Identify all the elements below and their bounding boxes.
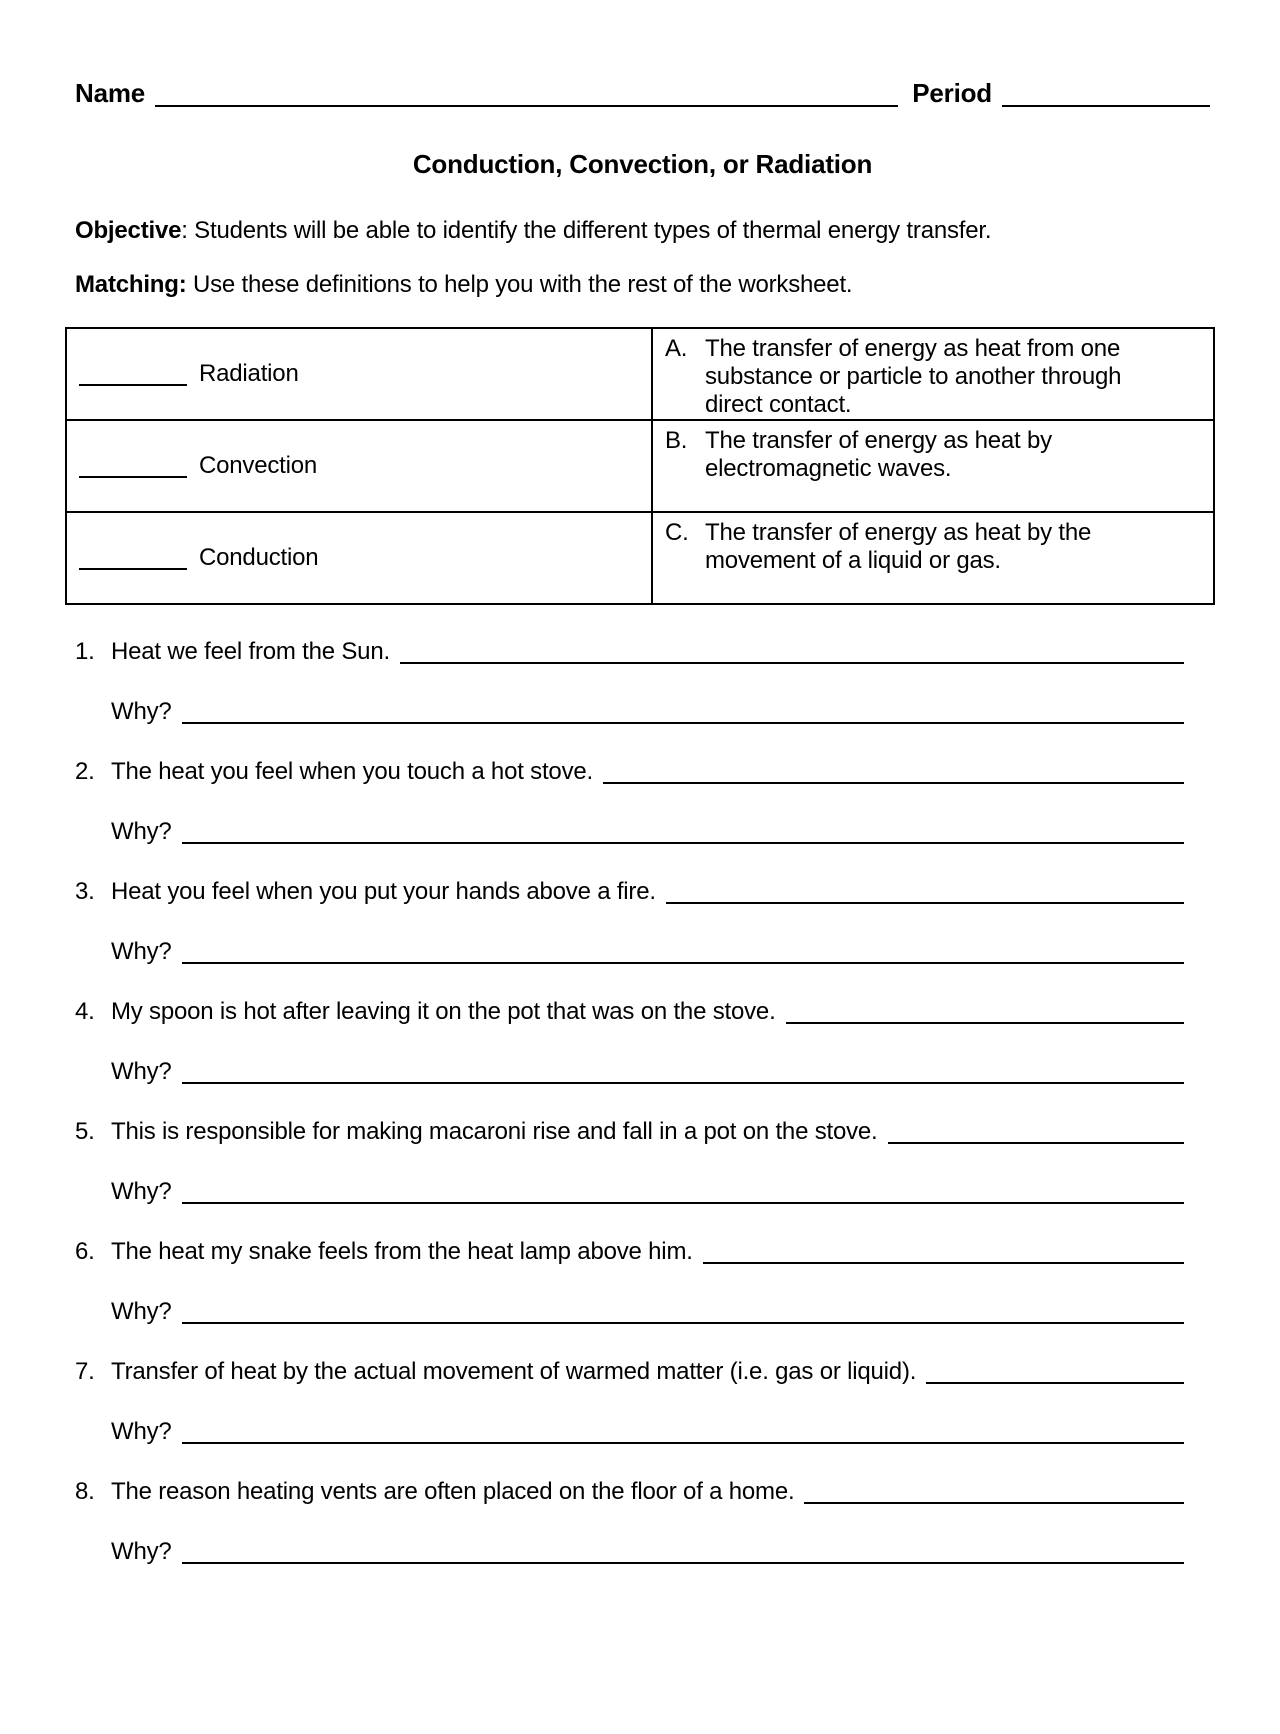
question-number: 5. bbox=[75, 1118, 95, 1145]
answer-blank-4 bbox=[786, 1020, 1184, 1024]
question-number: 8. bbox=[75, 1478, 95, 1505]
name-period-row bbox=[75, 78, 1210, 108]
answer-blank-1 bbox=[400, 660, 1184, 664]
why-label: Why? bbox=[111, 698, 172, 725]
why-row-7 bbox=[75, 1418, 1184, 1448]
definition-letter-c: C. bbox=[665, 519, 689, 546]
why-label: Why? bbox=[111, 1178, 172, 1205]
why-row-2 bbox=[75, 818, 1184, 848]
question-text: The heat my snake feels from the heat lamp above him. bbox=[111, 1238, 693, 1265]
answer-blank-6 bbox=[703, 1260, 1184, 1264]
table-row-definition-a bbox=[651, 329, 1213, 419]
name-blank bbox=[155, 103, 898, 107]
question-number: 3. bbox=[75, 878, 95, 905]
answer-blank-8 bbox=[804, 1500, 1184, 1504]
question-row-7 bbox=[75, 1358, 1184, 1388]
question-text: My spoon is hot after leaving it on the pot that was on the stove. bbox=[111, 998, 776, 1025]
question-number: 6. bbox=[75, 1238, 95, 1265]
answer-blank-5 bbox=[888, 1140, 1184, 1144]
why-blank-5 bbox=[182, 1200, 1184, 1204]
question-text: The reason heating vents are often placed on the floor of a home. bbox=[111, 1478, 795, 1505]
conduction-answer-blank bbox=[79, 566, 187, 570]
why-blank-8 bbox=[182, 1560, 1184, 1564]
why-label: Why? bbox=[111, 1058, 172, 1085]
why-row-8 bbox=[75, 1538, 1184, 1568]
name-label: Name bbox=[75, 78, 146, 108]
why-row-6 bbox=[75, 1298, 1184, 1328]
radiation-answer-blank bbox=[79, 382, 187, 386]
why-blank-4 bbox=[182, 1080, 1184, 1084]
answer-blank-7 bbox=[926, 1380, 1184, 1384]
questions-section bbox=[75, 638, 1210, 1568]
question-number: 7. bbox=[75, 1358, 95, 1385]
period-label: Period bbox=[912, 78, 992, 108]
matching-line bbox=[75, 270, 1210, 300]
page-title: Conduction, Convection, or Radiation bbox=[412, 149, 873, 179]
term-label-radiation: Radiation bbox=[199, 360, 299, 387]
matching-table bbox=[65, 327, 1215, 605]
why-blank-6 bbox=[182, 1320, 1184, 1324]
why-blank-2 bbox=[182, 840, 1184, 844]
definition-text-c: The transfer of energy as heat by the movement of a liquid or gas. bbox=[705, 519, 1092, 574]
why-label: Why? bbox=[111, 818, 172, 845]
why-blank-7 bbox=[182, 1440, 1184, 1444]
question-row-8 bbox=[75, 1478, 1184, 1508]
definition-letter-b: B. bbox=[665, 427, 688, 454]
question-text: This is responsible for making macaroni rise and fall in a pot on the stove. bbox=[111, 1118, 878, 1145]
matching-text: Use these definitions to help you with the rest of the worksheet. bbox=[186, 271, 853, 298]
table-row-radiation-term bbox=[67, 329, 651, 419]
question-row-4 bbox=[75, 998, 1184, 1028]
why-label: Why? bbox=[111, 1538, 172, 1565]
table-row-conduction-term bbox=[67, 511, 651, 603]
question-number: 4. bbox=[75, 998, 95, 1025]
question-number: 1. bbox=[75, 638, 95, 665]
answer-blank-3 bbox=[666, 900, 1184, 904]
why-blank-1 bbox=[182, 720, 1184, 724]
question-number: 2. bbox=[75, 758, 95, 785]
why-label: Why? bbox=[111, 1298, 172, 1325]
objective-text: : Students will be able to identify the different types of thermal energy transfer. bbox=[181, 217, 992, 244]
question-text: The heat you feel when you touch a hot stove. bbox=[111, 758, 593, 785]
convection-answer-blank bbox=[79, 474, 187, 478]
term-label-convection: Convection bbox=[199, 452, 318, 479]
why-row-1 bbox=[75, 698, 1184, 728]
question-row-3 bbox=[75, 878, 1184, 908]
matching-label: Matching: bbox=[75, 271, 187, 298]
why-row-3 bbox=[75, 938, 1184, 968]
question-row-1 bbox=[75, 638, 1184, 668]
definition-text-a: The transfer of energy as heat from one substance or particle to another through direct contact. bbox=[705, 335, 1122, 418]
why-label: Why? bbox=[111, 1418, 172, 1445]
period-blank bbox=[1002, 103, 1210, 107]
question-row-6 bbox=[75, 1238, 1184, 1268]
why-row-4 bbox=[75, 1058, 1184, 1088]
term-label-conduction: Conduction bbox=[199, 544, 319, 571]
question-row-5 bbox=[75, 1118, 1184, 1148]
table-row-convection-term bbox=[67, 419, 651, 511]
table-row-definition-b bbox=[651, 419, 1213, 511]
why-blank-3 bbox=[182, 960, 1184, 964]
why-row-5 bbox=[75, 1178, 1184, 1208]
question-row-2 bbox=[75, 758, 1184, 788]
definition-text-b: The transfer of energy as heat by electromagnetic waves. bbox=[705, 427, 1052, 482]
question-text: Heat you feel when you put your hands above a fire. bbox=[111, 878, 656, 905]
why-label: Why? bbox=[111, 938, 172, 965]
answer-blank-2 bbox=[603, 780, 1184, 784]
definition-letter-a: A. bbox=[665, 335, 688, 362]
question-text: Transfer of heat by the actual movement of warmed matter (i.e. gas or liquid). bbox=[111, 1358, 917, 1385]
question-text: Heat we feel from the Sun. bbox=[111, 638, 390, 665]
objective-label: Objective bbox=[75, 217, 182, 244]
table-row-definition-c bbox=[651, 511, 1213, 603]
objective-line bbox=[75, 216, 1210, 246]
worksheet-page bbox=[0, 78, 1280, 1734]
